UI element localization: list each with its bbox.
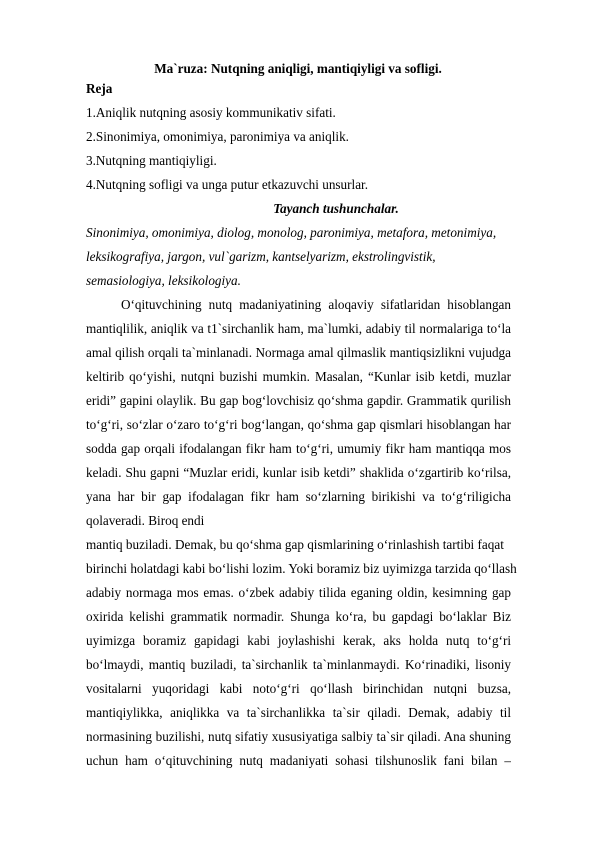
body-line: keltirib qo‘yishi, nutqni buzishi mumkin. Masalan, “Kunlar isib ketdi, muzlar [86,369,511,384]
body-line: mantiq buziladi. Demak, bu qo‘shma gap qismlarining o‘rinlashish tartibi faqat [86,537,504,552]
plan-item: 1.Aniqlik nutqning asosiy kommunikativ sifati. [86,105,336,120]
body-line: amal qilish orqali ta`minlanadi. Normaga amal qilmaslik mantiqsizlikni vujudga [86,345,511,360]
body-line: to‘g‘ri, so‘zlar o‘zaro to‘g‘ri bog‘langan, qo‘shma gap qismlari hisoblangan har [86,417,511,432]
plan-heading: Reja [86,81,113,96]
body-line: eridi” gapini olaylik. Bu gap bog‘lovchisiz qo‘shma gapdir. Grammatik qurilish [86,393,511,408]
body-line: mantiqlilik, aniqlik va t1`sirchanlik ham, ma`lumki, adabiy til normalariga to‘la [86,321,511,336]
body-line: keladi. Shu gapni “Muzlar eridi, kunlar isib ketdi” shaklida o‘zgartirib ko‘rilsa, [86,465,511,480]
plan-item: 3.Nutqning mantiqiyligi. [86,153,217,168]
body-line: oxirida kelishi grammatik normadir. Shunga ko‘ra, bu gapdagi bo‘laklar Biz [86,609,511,624]
body-line: O‘qituvchining nutq madaniyatining aloqaviy sifatlaridan hisoblangan [121,297,511,312]
body-line: uyimizga boramiz gapidagi kabi joylashishi kerak, aks holda nutq to‘g‘ri [86,633,511,648]
keywords-line: semasiologiya, leksikologiya. [86,273,241,288]
keywords-line: leksikografiya, jargon, vul`garizm, kantselyarizm, ekstrolingvistik, [86,249,436,264]
body-line: adabiy normaga mos emas. o‘zbek adabiy tilida eganing oldin, kesimning gap [86,585,511,600]
lecture-title: Ma`ruza: Nutqning aniqligi, mantiqiyligi va sofligi. [154,61,442,76]
body-line: birinchi holatdagi kabi bo‘lishi lozim. Yoki boramiz biz uyimizga tarzida qo‘llash [86,561,517,576]
body-line: yana har bir gap ifodalagan fikr ham so‘zlarning birikishi va to‘g‘riligicha [86,489,511,504]
keywords-heading: Tayanch tushunchalar. [273,201,399,216]
body-line: vositalarni yuqoridagi kabi noto‘g‘ri qo‘llash birinchidan nutqni buzsa, [86,681,511,696]
body-line: bo‘lmaydi, mantiq buziladi, ta`sirchanlik ta`minlanmaydi. Ko‘rinadiki, lisoniy [86,657,511,672]
body-line: sodda gap orqali ifodalangan fikr ham to‘g‘ri, umumiy fikr ham mantiqqa mos [86,441,511,456]
plan-item: 2.Sinonimiya, omonimiya, paronimiya va aniqlik. [86,129,349,144]
body-line: mantiqiylikka, aniqlikka va ta`sirchanlikka ta`sir qiladi. Demak, adabiy til [86,705,511,720]
body-line: uchun ham o‘qituvchining nutq madaniyati sohasi tilshunoslik fani bilan – [86,753,511,768]
body-line: qolaveradi. Biroq endi [86,513,205,528]
plan-item: 4.Nutqning sofligi va unga putur etkazuvchi unsurlar. [86,177,369,192]
keywords-line: Sinonimiya, omonimiya, diolog, monolog, paronimiya, metafora, metonimiya, [86,225,497,240]
body-line: normasining buzilishi, nutq sifatiy xususiyatiga salbiy ta`sir qiladi. Ana shuning [86,729,511,744]
